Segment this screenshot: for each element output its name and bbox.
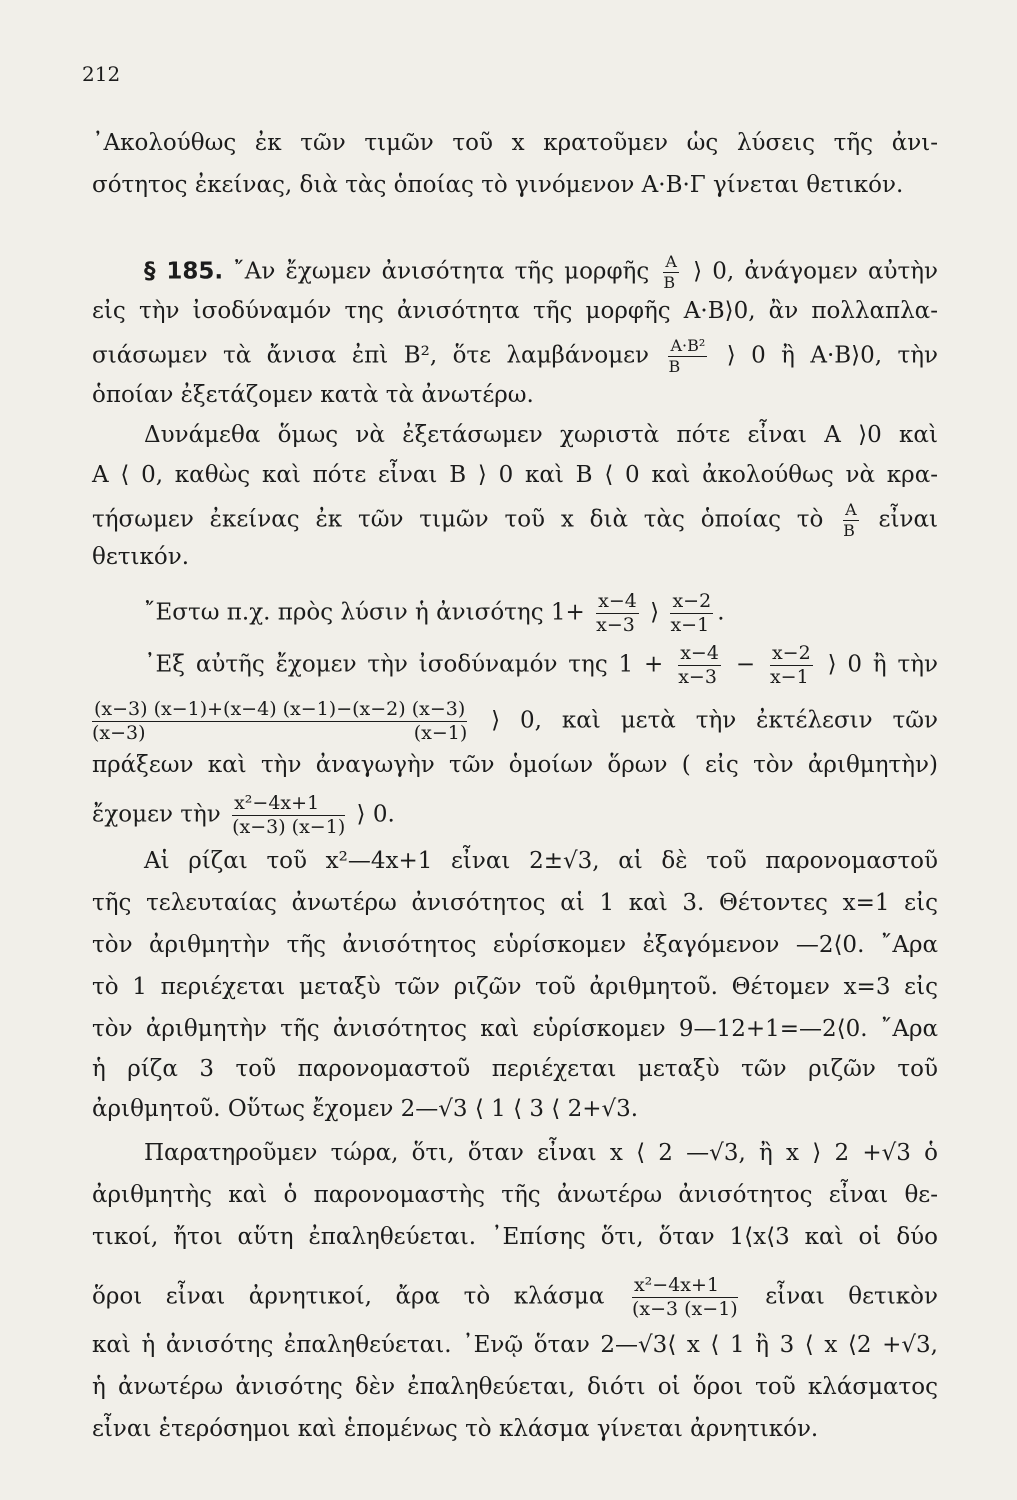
fraction-x2-over-x1 — [770, 644, 813, 687]
text-line: Αἱ ρίζαι τοῦ x²—4x+1 εἶναι 2±√3, αἱ δὲ τοῦ παρονομαστοῦ — [144, 848, 938, 874]
example-line — [92, 592, 938, 635]
denominator: x−3 — [678, 666, 717, 688]
text-span: ⟩ 0, καὶ μετὰ τὴν ἐκτέλεσιν τῶν — [491, 707, 939, 734]
fraction-x4-over-x3 — [678, 644, 721, 687]
text-line: εἰς τὴν ἰσοδύναμόν της ἀνισότητα τῆς μορφῆς Α·Β⟩0, ἂν πολλαπλα- — [92, 298, 938, 324]
text-span: ῎Αν ἔχωμεν ἀνισότητα τῆς μορφῆς — [233, 258, 650, 285]
text-span: ⟩ 0, ἀνάγομεν αὐτὴν — [693, 258, 939, 285]
text-span: τήσωμεν ἐκείνας ἐκ τῶν τιμῶν τοῦ x διὰ τὰς ὁποίας τὸ — [92, 506, 824, 533]
numerator: x−2 — [771, 642, 811, 664]
text-span: ⟩ — [650, 599, 660, 626]
fraction-reduced — [232, 794, 345, 837]
fraction-x4-over-x3 — [596, 592, 639, 635]
numerator: x²−4x+1 — [232, 794, 345, 816]
text-line: ἡ ἀνωτέρω ἀνισότης δὲν ἐπαληθεύεται, διότι οἱ ὅροι τοῦ κλάσματος — [92, 1374, 938, 1400]
expanded-fraction-line — [92, 700, 938, 743]
text-line: Δυνάμεθα ὅμως νὰ ἐξετάσωμεν χωριστὰ πότε εἶναι Α ⟩0 καὶ — [144, 422, 938, 448]
numerator: x−4 — [680, 642, 719, 664]
denominator: B — [668, 357, 681, 376]
text-line: θετικόν. — [92, 544, 190, 570]
text-line: Α ⟨ 0, καθὼς καὶ πότε εἶναι Β ⟩ 0 καὶ Β ⟨ 0 καὶ ἀκολούθως νὰ κρα- — [92, 462, 938, 488]
fraction-reduced — [632, 1276, 738, 1319]
denominator: x−1 — [769, 666, 809, 688]
text-line — [92, 338, 938, 375]
text-line — [92, 502, 938, 539]
text-line: Παρατηροῦμεν τώρα, ὅτι, ὅταν εἶναι x ⟨ 2 —√3, ἢ x ⟩ 2 +√3 ὁ — [144, 1140, 938, 1166]
text-line: ἀριθμητοῦ. Οὕτως ἔχομεν 2—√3 ⟨ 1 ⟨ 3 ⟨ 2+√3. — [92, 1096, 639, 1122]
text-line: καὶ ἡ ἀνισότης ἐπαληθεύεται. ᾿Ενῷ ὅταν 2—√3⟨ x ⟨ 1 ἢ 3 ⟨ x ⟨2 +√3, — [92, 1332, 938, 1358]
numerator: A — [845, 500, 857, 519]
numerator: x−4 — [598, 590, 637, 612]
text-line: τῆς τελευταίας ἀνωτέρω ἀνισότητος αἱ 1 καὶ 3. Θέτοντες x=1 εἰς — [92, 890, 938, 916]
denominator: (x−3) (x−1) — [232, 816, 346, 838]
text-span: ⟩ 0 ἢ τὴν — [827, 651, 939, 678]
equivalent-line — [92, 644, 938, 687]
numerator: x−2 — [672, 590, 712, 612]
text-span: . — [717, 599, 725, 626]
text-line: τὸν ἀριθμητὴν τῆς ἀνισότητος καὶ εὑρίσκομεν 9—12+1=—2⟨0. ῎Αρα — [92, 1016, 938, 1042]
text-span: εἶναι — [878, 506, 939, 533]
section-number: § 185. — [144, 258, 224, 285]
fraction-expanded — [92, 700, 467, 743]
numerator: (x−3) (x−1)+(x−4) (x−1)−(x−2) (x−3) — [94, 698, 466, 720]
numerator: x²−4x+1 — [632, 1276, 738, 1298]
fraction-a-over-b — [843, 502, 859, 539]
fraction-ab2-over-b — [668, 338, 707, 375]
text-span: ἔχομεν τὴν — [92, 801, 221, 828]
text-span: ⟩ 0 ἢ Α·Β⟩0, τὴν — [726, 342, 938, 369]
denominator: x−3 — [596, 614, 635, 636]
text-line: ὁποίαν ἐξετάζομεν κατὰ τὰ ἀνωτέρω. — [92, 382, 534, 408]
text-line: τικοί, ἤτοι αὕτη ἐπαληθεύεται. ᾿Επίσης ὅτι, ὅταν 1⟨x⟨3 καὶ οἱ δύο — [92, 1224, 938, 1250]
denominator: B — [663, 273, 676, 292]
text-line: ᾿Ακολούθως ἐκ τῶν τιμῶν τοῦ x κρατοῦμεν ὡς λύσεις τῆς ἀνι- — [92, 130, 938, 156]
text-span: ᾿Εξ αὐτῆς ἔχομεν τὴν ἰσοδύναμόν της 1 + — [144, 651, 664, 678]
text-line — [92, 1276, 938, 1319]
section-185-line — [92, 254, 938, 291]
numerator: A·B² — [670, 336, 706, 355]
text-span: ῎Εστω π.χ. πρὸς λύσιν ἡ ἀνισότης 1+ — [144, 599, 585, 626]
text-line: τὸν ἀριθμητὴν τῆς ἀνισότητος εὑρίσκομεν ἐξαγόμενον —2⟨0. ῎Αρα — [92, 932, 938, 958]
fraction-x2-over-x1 — [670, 592, 713, 635]
text-line: ἡ ρίζα 3 τοῦ παρονομαστοῦ περιέχεται μεταξὺ τῶν ριζῶν τοῦ — [92, 1056, 938, 1082]
numerator: A — [665, 252, 677, 271]
reduced-fraction-line — [92, 794, 938, 837]
denominator: B — [843, 521, 855, 540]
page-number: 212 — [82, 62, 121, 86]
text-line: σότητος ἐκείνας, διὰ τὰς ὁποίας τὸ γινόμενον Α·Β·Γ γίνεται θετικόν. — [92, 172, 904, 198]
text-span: ⟩ 0. — [356, 801, 395, 828]
text-line: πράξεων καὶ τὴν ἀναγωγὴν τῶν ὁμοίων ὅρων ( εἰς τὸν ἀριθμητὴν) — [92, 752, 938, 778]
text-span: σιάσωμεν τὰ ἄνισα ἐπὶ Β², ὅτε λαμβάνομεν — [92, 342, 650, 369]
denominator: x−1 — [670, 614, 710, 636]
fraction-a-over-b — [663, 254, 679, 291]
denominator: (x−3 (x−1) — [631, 1298, 738, 1320]
text-span: εἶναι θετικὸν — [765, 1283, 938, 1310]
text-line: εἶναι ἑτερόσημοι καὶ ἑπομένως τὸ κλάσμα γίνεται ἀρνητικόν. — [92, 1416, 819, 1442]
text-span: ὅροι εἶναι ἀρνητικοί, ἄρα τὸ κλάσμα — [92, 1283, 605, 1310]
text-line: τὸ 1 περιέχεται μεταξὺ τῶν ριζῶν τοῦ ἀριθμητοῦ. Θέτομεν x=3 εἰς — [92, 974, 938, 1000]
text-line: ἀριθμητὴς καὶ ὁ παρονομαστὴς τῆς ἀνωτέρω ἀνισότητος εἶναι θε- — [92, 1182, 938, 1208]
text-span: − — [735, 651, 756, 678]
denominator: (x−3) (x−1) — [92, 722, 468, 744]
